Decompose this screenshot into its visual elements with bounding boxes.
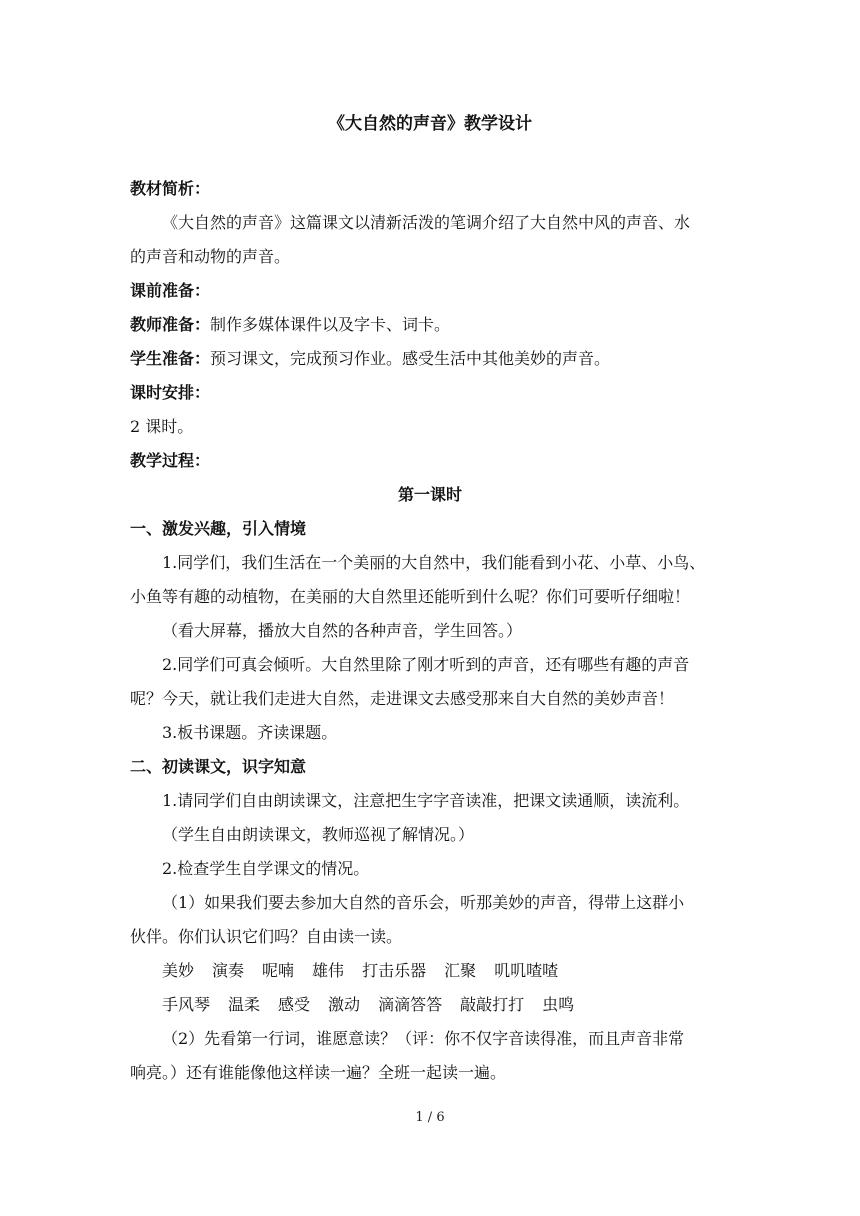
- paragraph: 3.板书课题。齐读课题。: [162, 723, 338, 742]
- teacher-prep-label: 教师准备：: [130, 315, 211, 334]
- lesson-heading: 第一课时: [397, 485, 462, 504]
- schedule-heading: 课时安排：: [130, 383, 211, 402]
- student-prep-text: 预习课文，完成预习作业。感受生活中其他美妙的声音。: [210, 349, 611, 368]
- section-heading: 一、激发兴趣，引入情境: [130, 519, 307, 538]
- section-heading: 二、初读课文，识字知意: [130, 757, 307, 776]
- teacher-prep-text: 制作多媒体课件以及字卡、词卡。: [210, 315, 451, 334]
- paragraph: （2）先看第一行词，谁愿意读？（评：你不仅字音读得准，而且声音非常: [162, 1029, 685, 1048]
- paragraph: （学生自由朗读课文，教师巡视了解情况。）: [162, 825, 475, 844]
- paragraph: 1.请同学们自由朗读课文，注意把生字字音读准，把课文读通顺，读流利。: [162, 791, 690, 810]
- paragraph: 呢？今天，就让我们走进大自然，走进课文去感受那来自大自然的美妙声音！: [130, 689, 675, 708]
- vocab-word: 手风琴: [162, 995, 211, 1014]
- paragraph: 《大自然的声音》这篇课文以清新活泼的笔调介绍了大自然中风的声音、水: [162, 213, 691, 232]
- process-heading: 教学过程：: [130, 451, 211, 470]
- vocab-word: 叽叽喳喳: [494, 961, 559, 980]
- paragraph: 2 课时。: [130, 417, 194, 436]
- vocab-word: 温柔: [228, 995, 261, 1014]
- vocab-row-1: [162, 954, 730, 988]
- vocab-word: 汇聚: [444, 961, 477, 980]
- material-heading: 教材简析：: [130, 179, 211, 198]
- vocab-word: 美妙: [162, 961, 195, 980]
- student-prep-label: 学生准备：: [130, 349, 211, 368]
- paragraph: 1.同学们，我们生活在一个美丽的大自然中，我们能看到小花、小草、小鸟、: [162, 553, 706, 572]
- paragraph: 2.同学们可真会倾听。大自然里除了刚才听到的声音，还有哪些有趣的声音: [162, 655, 690, 674]
- vocab-word: 滴滴答答: [378, 995, 443, 1014]
- paragraph: 2.检查学生自学课文的情况。: [162, 859, 370, 878]
- paragraph: 伙伴。你们认识它们吗？自由读一读。: [130, 927, 403, 946]
- paragraph: [130, 342, 730, 376]
- vocab-word: 雄伟: [312, 961, 345, 980]
- vocab-word: 敲敲打打: [460, 995, 525, 1014]
- vocab-row-2: [162, 988, 730, 1022]
- vocab-word: 虫鸣: [542, 995, 575, 1014]
- vocab-word: 打击乐器: [362, 961, 427, 980]
- prep-heading: 课前准备：: [130, 281, 211, 300]
- paragraph: 的声音和动物的声音。: [130, 247, 291, 266]
- paragraph: 小鱼等有趣的动植物，在美丽的大自然里还能听到什么呢？你们可要听仔细啦！: [130, 587, 691, 606]
- paragraph: [130, 308, 730, 342]
- page-title: 《大自然的声音》教学设计: [328, 114, 532, 134]
- vocab-word: 激动: [328, 995, 361, 1014]
- vocab-word: 呢喃: [262, 961, 295, 980]
- paragraph: 响亮。）还有谁能像他这样读一遍？全班一起读一遍。: [130, 1063, 507, 1082]
- vocab-word: 感受: [278, 995, 311, 1014]
- paragraph: （1）如果我们要去参加大自然的音乐会，听那美妙的声音，得带上这群小: [162, 893, 685, 912]
- vocab-word: 演奏: [212, 961, 245, 980]
- paragraph: （看大屏幕，播放大自然的各种声音，学生回答。）: [162, 621, 523, 640]
- page-number: 1 / 6: [415, 1110, 445, 1125]
